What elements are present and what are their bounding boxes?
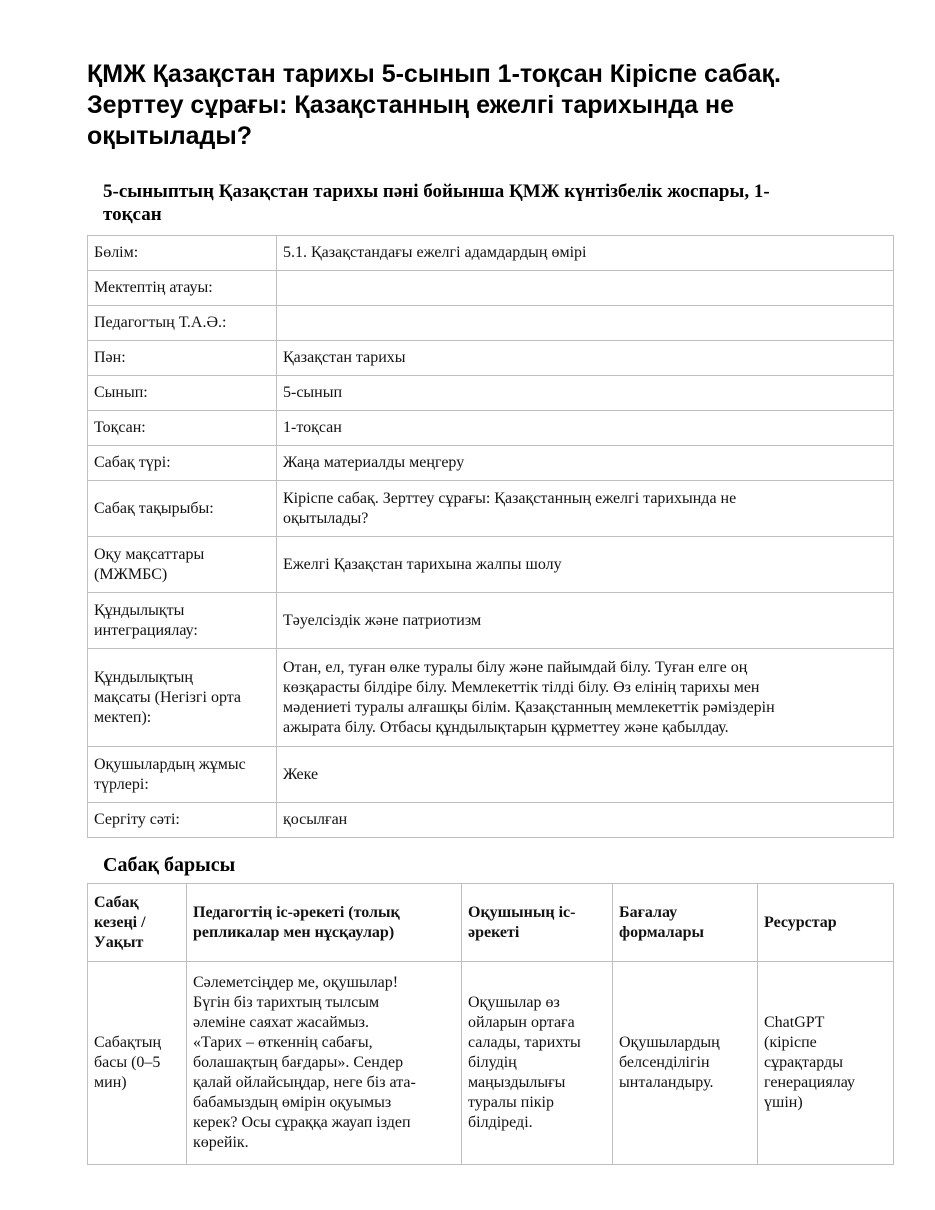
lesson-cell — [88, 962, 187, 1165]
lesson-cell-line: маңыздылығы — [468, 1074, 566, 1091]
lesson-cell-line: ынталандыру. — [619, 1074, 714, 1091]
info-label-line: Оқушылардың жұмыс — [94, 755, 246, 773]
info-value-line: ажырата білу. Отбасы құндылықтарын құрметтеу және қабылдау. — [283, 718, 729, 736]
lesson-cell-line: (кіріспе — [764, 1034, 817, 1051]
info-label — [88, 593, 277, 649]
lesson-cell-line: салады, тарихты — [468, 1034, 581, 1051]
info-value — [277, 376, 894, 411]
lesson-header-line: формалары — [619, 923, 705, 941]
lesson-cell — [613, 962, 758, 1165]
plan-heading-line: 5-сыныптың Қазақстан тарихы пәні бойынша ҚМЖ күнтізбелік жоспары, 1- — [103, 181, 770, 202]
info-value — [277, 537, 894, 593]
info-value — [277, 593, 894, 649]
info-label-line: интеграциялау: — [94, 621, 198, 639]
lesson-header-line: Сабақ — [94, 893, 139, 911]
info-label — [88, 803, 277, 838]
info-value-line: Жаңа материалды меңгеру — [283, 454, 465, 471]
lesson-cell-line: Оқушылардың — [619, 1034, 720, 1051]
info-value-line — [283, 313, 887, 333]
info-label-line: Тоқсан: — [94, 419, 146, 436]
lesson-cell-line: үшін) — [764, 1094, 803, 1111]
lesson-cell-line: Сабақтың — [94, 1034, 162, 1051]
info-value — [277, 481, 894, 537]
info-value-line: 5.1. Қазақстандағы ежелгі адамдардың өмірі — [283, 244, 587, 261]
lesson-header-line: Оқушының іс- — [468, 903, 576, 921]
info-row — [88, 803, 894, 838]
info-value-line: оқытылады? — [283, 509, 369, 527]
lesson-cell-line: сұрақтарды — [764, 1054, 843, 1071]
lesson-cell-line: қалай ойлайсыңдар, неге біз ата- — [193, 1074, 416, 1091]
info-label — [88, 271, 277, 306]
lesson-cell — [462, 962, 613, 1165]
info-value-line — [283, 278, 887, 298]
lesson-cell-line: мин) — [94, 1074, 127, 1091]
info-label-line: түрлері: — [94, 775, 149, 793]
info-value-line: қосылған — [283, 811, 348, 828]
document-title — [87, 59, 887, 152]
info-label — [88, 376, 277, 411]
info-value — [277, 271, 894, 306]
lesson-header-line: Бағалау — [619, 903, 678, 921]
plan-heading — [103, 180, 883, 226]
lesson-header-cell — [613, 884, 758, 962]
info-value-line: Жеке — [283, 765, 319, 783]
info-label-line: Сынып: — [94, 384, 148, 401]
lesson-cell-line: «Тарих – өткеннің сабағы, — [193, 1034, 373, 1051]
info-row — [88, 446, 894, 481]
lesson-header-line: кезеңі / — [94, 913, 146, 931]
info-label-line: Оқу мақсаттары — [94, 545, 205, 563]
info-label-line: мектеп): — [94, 708, 152, 726]
title-line: ҚМЖ Қазақстан тарихы 5-сынып 1-тоқсан Кіріспе сабақ. — [87, 60, 781, 88]
plan-heading-line: тоқсан — [103, 204, 162, 225]
lesson-cell-line: белсенділігін — [619, 1054, 710, 1071]
lesson-header-cell — [187, 884, 462, 962]
info-row — [88, 411, 894, 446]
info-label-line: Құндылықты — [94, 601, 185, 619]
info-row — [88, 341, 894, 376]
lesson-header-cell — [462, 884, 613, 962]
info-label-line: Сергіту сәті: — [94, 811, 180, 828]
info-label-line: Пән: — [94, 349, 126, 366]
info-label — [88, 537, 277, 593]
lesson-cell-line: білдіреді. — [468, 1114, 533, 1131]
info-row — [88, 306, 894, 341]
info-label — [88, 236, 277, 271]
info-label — [88, 481, 277, 537]
lesson-cell-line: бабамыздың өмірін оқуымыз — [193, 1094, 392, 1111]
lesson-header-line: Педагогтің іс-әрекеті (толық — [193, 903, 400, 921]
info-row — [88, 747, 894, 803]
info-row — [88, 376, 894, 411]
info-value-line: 1-тоқсан — [283, 419, 342, 436]
info-row — [88, 537, 894, 593]
title-line: оқытылады? — [87, 122, 253, 150]
lesson-cell-line: басы (0–5 — [94, 1054, 161, 1071]
info-label-line: Құндылықтың — [94, 668, 193, 686]
info-value — [277, 306, 894, 341]
info-value — [277, 236, 894, 271]
info-value — [277, 747, 894, 803]
lesson-cell-line: туралы пікір — [468, 1094, 554, 1111]
lesson-progress-heading: Сабақ барысы — [103, 854, 236, 876]
title-line: Зерттеу сұрағы: Қазақстанның ежелгі тарихында не — [87, 91, 734, 119]
info-label — [88, 341, 277, 376]
lesson-cell-line: ChatGPT — [764, 1014, 825, 1031]
lesson-header-row — [88, 884, 894, 962]
info-value-line: Тәуелсіздік және патриотизм — [283, 611, 482, 629]
info-value-line: мәдениеті туралы алғашқы білім. Қазақстанның мемлекеттік рәміздерін — [283, 698, 775, 716]
lesson-header-cell — [758, 884, 894, 962]
info-row — [88, 593, 894, 649]
lesson-cell-line: Бүгін біз тарихтың тылсым — [193, 994, 380, 1011]
info-row — [88, 481, 894, 537]
info-label — [88, 649, 277, 747]
info-label-line: Мектептің атауы: — [94, 279, 213, 296]
lesson-row — [88, 962, 894, 1165]
info-label — [88, 747, 277, 803]
lesson-cell-line: білудің — [468, 1054, 517, 1071]
info-label-line: Сабақ түрі: — [94, 454, 171, 471]
lesson-cell-line: әлеміне саяхат жасаймыз. — [193, 1014, 369, 1031]
lesson-cell — [758, 962, 894, 1165]
lesson-header-line: әрекеті — [468, 923, 520, 941]
lesson-cell-line: ойларын ортаға — [468, 1014, 575, 1031]
lesson-cell-line: Оқушылар өз — [468, 994, 560, 1011]
lesson-info-table — [87, 235, 894, 838]
info-value-line: Кіріспе сабақ. Зерттеу сұрағы: Қазақстанның ежелгі тарихында не — [283, 489, 737, 507]
info-label — [88, 446, 277, 481]
lesson-cell — [187, 962, 462, 1165]
info-label-line: Сабақ тақырыбы: — [94, 499, 214, 517]
lesson-cell-line: генерациялау — [764, 1074, 855, 1091]
lesson-cell-line: көрейік. — [193, 1134, 249, 1151]
lesson-header-line: Уақыт — [94, 933, 144, 951]
info-label-line: (МЖМБС) — [94, 565, 168, 583]
lesson-cell-line: болашақтың бағдары». Сендер — [193, 1054, 404, 1071]
info-value-line: 5-сынып — [283, 384, 343, 401]
info-value — [277, 803, 894, 838]
info-value-line: Отан, ел, туған өлке туралы білу және пайымдай білу. Туған елге оң — [283, 658, 748, 676]
lesson-header-cell — [88, 884, 187, 962]
info-value — [277, 411, 894, 446]
info-row — [88, 649, 894, 747]
info-value-line: Ежелгі Қазақстан тарихына жалпы шолу — [283, 555, 562, 573]
lesson-progress-table — [87, 883, 894, 1165]
info-value-line: көзқарасты білдіре білу. Мемлекеттік тілді білу. Өз елінің тарихы мен — [283, 678, 760, 696]
info-label — [88, 411, 277, 446]
info-label-line: мақсаты (Негізгі орта — [94, 688, 242, 706]
lesson-cell-line: Сәлеметсіңдер ме, оқушылар! — [193, 974, 399, 991]
info-value — [277, 446, 894, 481]
info-row — [88, 271, 894, 306]
info-label-line: Педагогтың Т.А.Ә.: — [94, 314, 227, 331]
info-row — [88, 236, 894, 271]
info-label-line: Бөлім: — [94, 244, 139, 261]
info-value-line: Қазақстан тарихы — [283, 349, 406, 366]
lesson-cell-line: керек? Осы сұраққа жауап іздеп — [193, 1114, 411, 1131]
info-value — [277, 341, 894, 376]
lesson-header-line: репликалар мен нұсқаулар) — [193, 923, 395, 941]
info-value — [277, 649, 894, 747]
info-label — [88, 306, 277, 341]
lesson-header-line: Ресурстар — [764, 913, 837, 931]
